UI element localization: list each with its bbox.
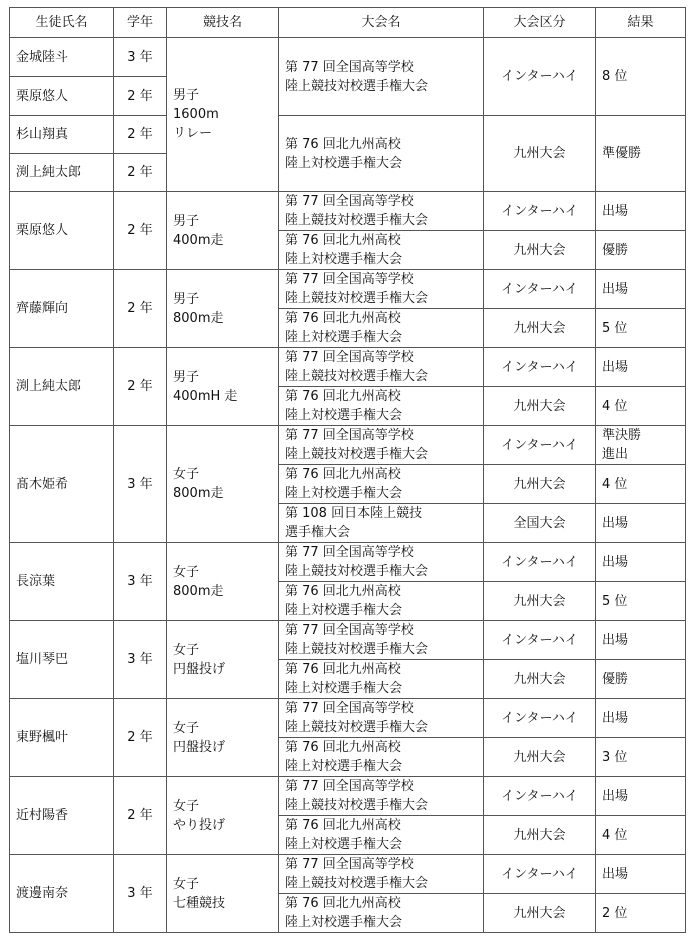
athlete-name: 渕上純太郎	[10, 348, 114, 426]
result: 2 位	[596, 894, 686, 933]
competition-name: 第 76 回北九州高校 陸上対校選手権大会	[279, 116, 484, 192]
athlete-grade: 3 年	[114, 855, 167, 933]
header-event: 競技名	[167, 8, 279, 38]
competition-class: 九州大会	[484, 231, 596, 270]
table-row	[10, 426, 686, 465]
competition-class: 九州大会	[484, 309, 596, 348]
results-table	[9, 7, 686, 933]
competition-class: インターハイ	[484, 270, 596, 309]
athlete-grade: 2 年	[114, 348, 167, 426]
result: 出場	[596, 621, 686, 660]
competition-name: 第 76 回北九州高校 陸上対校選手権大会	[279, 465, 484, 504]
competition-name: 第 76 回北九州高校 陸上対校選手権大会	[279, 816, 484, 855]
competition-name: 第 76 回北九州高校 陸上対校選手権大会	[279, 387, 484, 426]
athlete-grade: 2 年	[114, 777, 167, 855]
event-name: 女子 七種競技	[167, 855, 279, 933]
competition-class: 九州大会	[484, 387, 596, 426]
athlete-grade: 3 年	[114, 38, 167, 77]
competition-name: 第 108 回日本陸上競技 選手権大会	[279, 504, 484, 543]
athlete-name: 髙木姫希	[10, 426, 114, 543]
athlete-grade: 2 年	[114, 116, 167, 154]
competition-name: 第 76 回北九州高校 陸上対校選手権大会	[279, 309, 484, 348]
athlete-name: 渕上純太郎	[10, 154, 114, 192]
result: 8 位	[596, 38, 686, 116]
competition-class: インターハイ	[484, 426, 596, 465]
result: 5 位	[596, 309, 686, 348]
result: 準決勝 進出	[596, 426, 686, 465]
table-row	[10, 192, 686, 231]
competition-name: 第 76 回北九州高校 陸上対校選手権大会	[279, 894, 484, 933]
competition-name: 第 77 回全国高等学校 陸上競技対校選手権大会	[279, 270, 484, 309]
competition-name: 第 77 回全国高等学校 陸上競技対校選手権大会	[279, 38, 484, 116]
competition-name: 第 77 回全国高等学校 陸上競技対校選手権大会	[279, 543, 484, 582]
competition-name: 第 76 回北九州高校 陸上対校選手権大会	[279, 660, 484, 699]
result: 出場	[596, 504, 686, 543]
table-row	[10, 116, 686, 154]
athlete-name: 塩川琴巴	[10, 621, 114, 699]
result: 4 位	[596, 387, 686, 426]
competition-name: 第 77 回全国高等学校 陸上競技対校選手権大会	[279, 621, 484, 660]
result: 準優勝	[596, 116, 686, 192]
table-row	[10, 270, 686, 309]
athlete-name: 近村陽香	[10, 777, 114, 855]
result: 優勝	[596, 231, 686, 270]
athlete-grade: 3 年	[114, 426, 167, 543]
competition-class: インターハイ	[484, 348, 596, 387]
result: 5 位	[596, 582, 686, 621]
competition-name: 第 77 回全国高等学校 陸上競技対校選手権大会	[279, 699, 484, 738]
athlete-grade: 2 年	[114, 699, 167, 777]
competition-class: 九州大会	[484, 465, 596, 504]
result: 出場	[596, 192, 686, 231]
athlete-grade: 2 年	[114, 154, 167, 192]
event-name: 男子 1600m リレー	[167, 38, 279, 192]
competition-class: 九州大会	[484, 738, 596, 777]
event-name: 女子 やり投げ	[167, 777, 279, 855]
competition-class: 九州大会	[484, 116, 596, 192]
result: 出場	[596, 777, 686, 816]
athlete-grade: 3 年	[114, 621, 167, 699]
event-name: 男子 800m走	[167, 270, 279, 348]
result: 出場	[596, 543, 686, 582]
competition-name: 第 76 回北九州高校 陸上対校選手権大会	[279, 582, 484, 621]
athlete-name: 東野楓叶	[10, 699, 114, 777]
competition-name: 第 77 回全国高等学校 陸上競技対校選手権大会	[279, 348, 484, 387]
competition-name: 第 76 回北九州高校 陸上対校選手権大会	[279, 231, 484, 270]
competition-class: 全国大会	[484, 504, 596, 543]
header-competition: 大会名	[279, 8, 484, 38]
table-row	[10, 777, 686, 816]
competition-class: インターハイ	[484, 621, 596, 660]
competition-class: インターハイ	[484, 38, 596, 116]
athlete-name: 栗原悠人	[10, 192, 114, 270]
event-name: 男子 400mH 走	[167, 348, 279, 426]
result: 出場	[596, 855, 686, 894]
result: 出場	[596, 699, 686, 738]
result: 4 位	[596, 816, 686, 855]
event-name: 女子 800m走	[167, 426, 279, 543]
header-name: 生徒氏名	[10, 8, 114, 38]
header-result: 結果	[596, 8, 686, 38]
competition-class: 九州大会	[484, 582, 596, 621]
competition-name: 第 77 回全国高等学校 陸上競技対校選手権大会	[279, 192, 484, 231]
competition-class: インターハイ	[484, 855, 596, 894]
competition-class: 九州大会	[484, 894, 596, 933]
athlete-name: 栗原悠人	[10, 77, 114, 116]
event-name: 女子 円盤投げ	[167, 621, 279, 699]
athlete-name: 杉山翔真	[10, 116, 114, 154]
result: 出場	[596, 348, 686, 387]
athlete-name: 金城陸斗	[10, 38, 114, 77]
competition-name: 第 77 回全国高等学校 陸上競技対校選手権大会	[279, 855, 484, 894]
table-row	[10, 543, 686, 582]
competition-name: 第 77 回全国高等学校 陸上競技対校選手権大会	[279, 426, 484, 465]
competition-class: インターハイ	[484, 777, 596, 816]
table-row	[10, 621, 686, 660]
result: 3 位	[596, 738, 686, 777]
event-name: 女子 800m走	[167, 543, 279, 621]
competition-class: 九州大会	[484, 816, 596, 855]
competition-name: 第 77 回全国高等学校 陸上競技対校選手権大会	[279, 777, 484, 816]
header-class: 大会区分	[484, 8, 596, 38]
competition-class: インターハイ	[484, 699, 596, 738]
table-row	[10, 699, 686, 738]
header-row	[10, 8, 686, 38]
competition-class: 九州大会	[484, 660, 596, 699]
event-name: 女子 円盤投げ	[167, 699, 279, 777]
header-grade: 学年	[114, 8, 167, 38]
athlete-name: 渡邊南奈	[10, 855, 114, 933]
athlete-name: 長涼葉	[10, 543, 114, 621]
competition-class: インターハイ	[484, 543, 596, 582]
athlete-grade: 3 年	[114, 543, 167, 621]
table-row	[10, 38, 686, 77]
athlete-grade: 2 年	[114, 77, 167, 116]
athlete-name: 齊藤輝向	[10, 270, 114, 348]
table-row	[10, 855, 686, 894]
athlete-grade: 2 年	[114, 192, 167, 270]
competition-name: 第 76 回北九州高校 陸上対校選手権大会	[279, 738, 484, 777]
competition-class: インターハイ	[484, 192, 596, 231]
result: 優勝	[596, 660, 686, 699]
event-name: 男子 400m走	[167, 192, 279, 270]
table-row	[10, 348, 686, 387]
result: 4 位	[596, 465, 686, 504]
athlete-grade: 2 年	[114, 270, 167, 348]
result: 出場	[596, 270, 686, 309]
